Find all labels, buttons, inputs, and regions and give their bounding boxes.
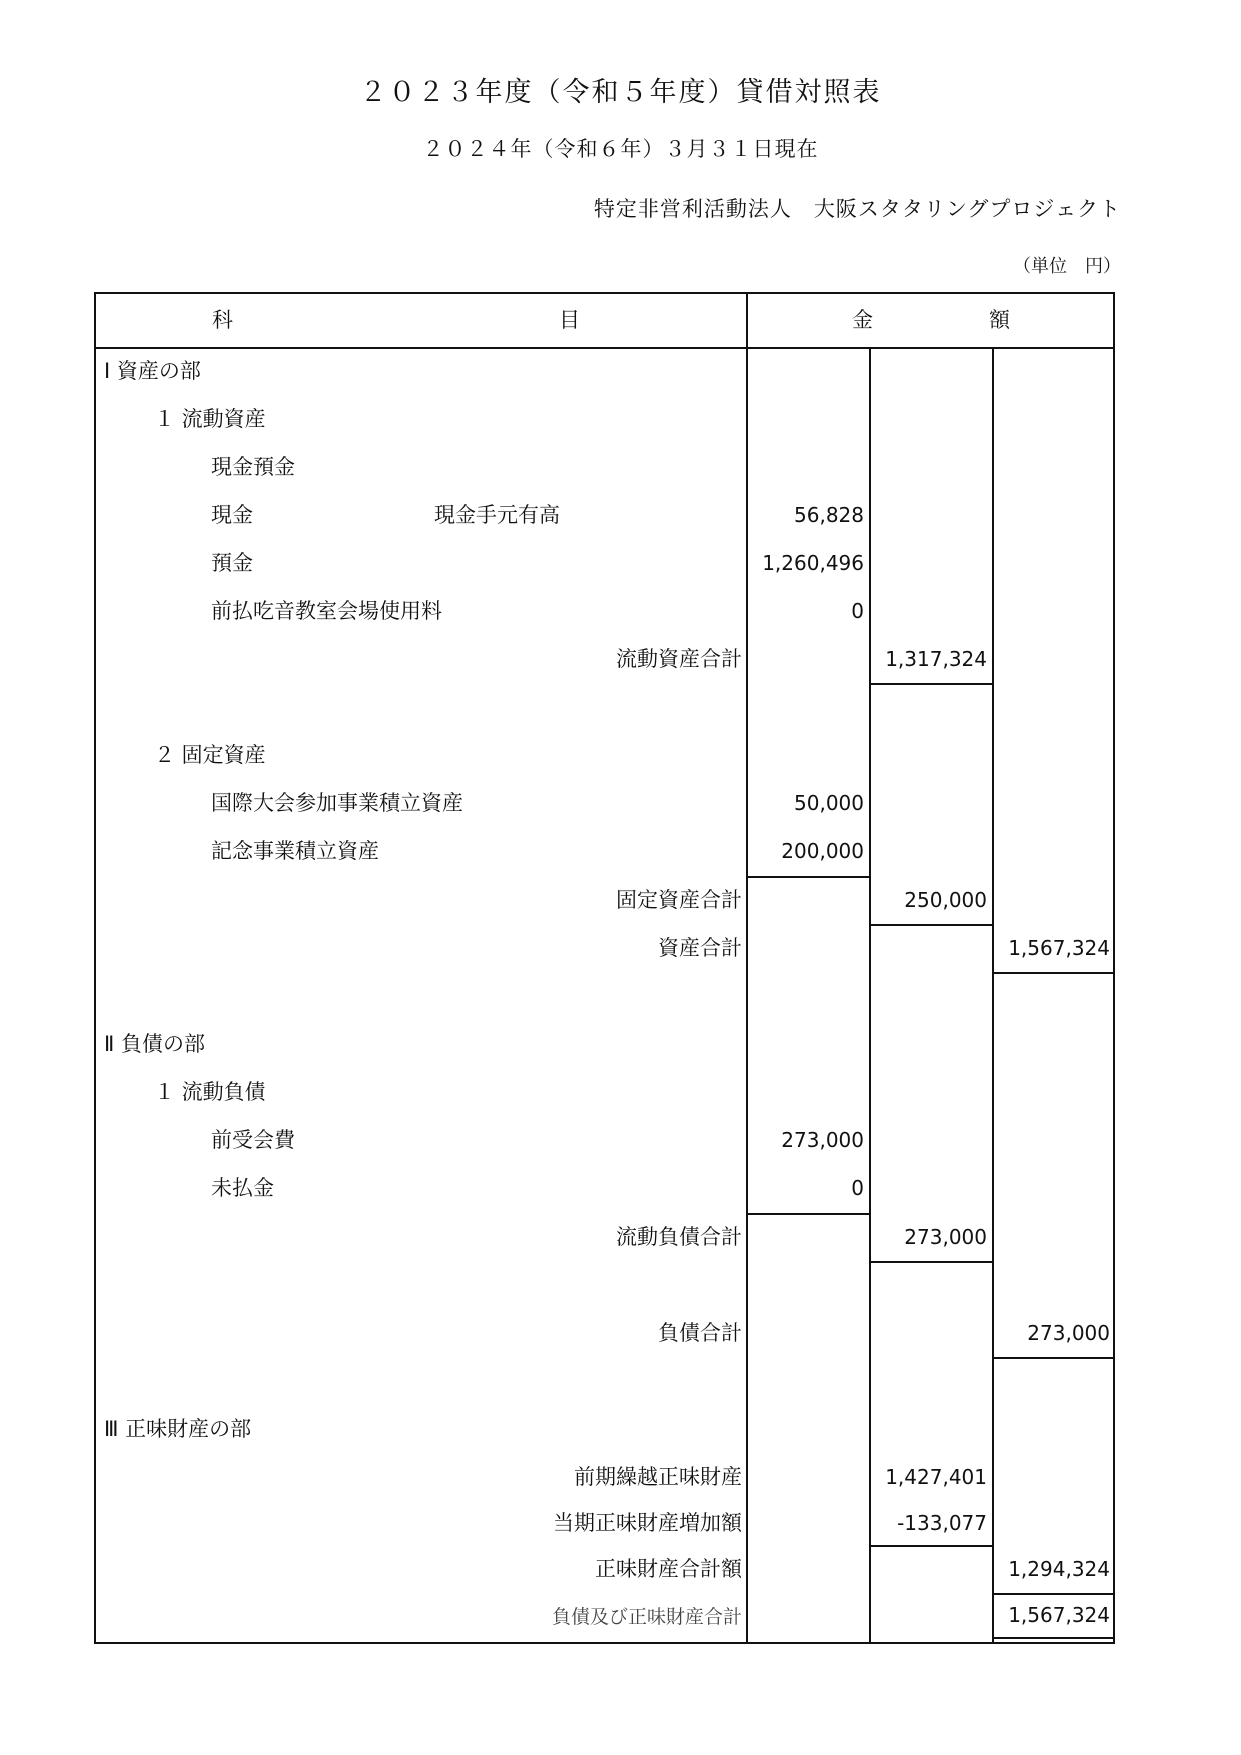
grand-total-amount: 1,567,324 [1008, 1603, 1110, 1627]
liabilities-total-label: 負債合計 [658, 1321, 742, 1345]
cash-deposits-label: 現金預金 [211, 455, 295, 479]
amount-column-divider-1 [869, 347, 871, 1644]
intl-reserve-label: 国際大会参加事業積立資産 [211, 791, 463, 815]
balance-sheet-table [94, 292, 1115, 1644]
net-assets-total-label: 正味財産合計額 [595, 1557, 742, 1581]
rule-liability-detail [746, 1213, 869, 1215]
cash-amount: 56,828 [794, 503, 864, 527]
intl-reserve-amount: 50,000 [794, 791, 864, 815]
organization-name: 特定非営利活動法人 大阪スタタリングプロジェクト [593, 197, 1121, 221]
grand-total-label: 負債及び正味財産合計 [551, 1606, 742, 1628]
rule-current-liabilities [869, 1261, 992, 1263]
header-subject-right: 目 [559, 308, 580, 332]
prepaid-amount: 0 [851, 599, 864, 623]
assets-total-label: 資産合計 [658, 936, 742, 960]
rule-liabilities-total [992, 1357, 1115, 1359]
rule-assets-total [992, 972, 1115, 974]
as-of-date: ２０２４年（令和６年）３月３１日現在 [422, 137, 819, 161]
fixed-assets-total-label: 固定資産合計 [616, 888, 742, 912]
net-assets-change-amount: -133,077 [897, 1511, 987, 1535]
current-liabilities-total-amount: 273,000 [904, 1225, 987, 1249]
memorial-reserve-label: 記念事業積立資産 [211, 839, 379, 863]
subject-amount-divider [746, 292, 748, 1644]
current-assets-total-label: 流動資産合計 [616, 647, 742, 671]
cash-note: 現金手元有高 [434, 503, 560, 527]
net-assets-section-heading: Ⅲ 正味財産の部 [104, 1417, 252, 1441]
amount-column-divider-2 [992, 347, 994, 1644]
advance-fees-label: 前受会費 [211, 1128, 295, 1152]
unit-label: （単位 円） [1013, 256, 1121, 277]
document-title: ２０２３年度（令和５年度）貸借対照表 [359, 77, 882, 108]
net-assets-change-label: 当期正味財産増加額 [553, 1511, 742, 1535]
rule-current-assets [869, 683, 992, 685]
assets-section-heading: Ⅰ 資産の部 [104, 359, 201, 383]
current-liabilities-heading: １ 流動負債 [154, 1080, 266, 1104]
cash-label: 現金 [211, 503, 253, 527]
liabilities-total-amount: 273,000 [1027, 1321, 1110, 1345]
accounts-payable-amount: 0 [851, 1176, 864, 1200]
deposits-label: 預金 [211, 551, 253, 575]
deposits-amount: 1,260,496 [762, 551, 864, 575]
rule-fixed-detail [746, 876, 869, 878]
header-divider [94, 347, 1115, 349]
liabilities-section-heading: Ⅱ 負債の部 [104, 1032, 206, 1056]
current-assets-heading: １ 流動資産 [154, 407, 266, 431]
advance-fees-amount: 273,000 [781, 1128, 864, 1152]
current-assets-total-amount: 1,317,324 [885, 647, 987, 671]
prior-net-assets-label: 前期繰越正味財産 [574, 1465, 742, 1489]
memorial-reserve-amount: 200,000 [781, 839, 864, 863]
prior-net-assets-amount: 1,427,401 [885, 1465, 987, 1489]
current-liabilities-total-label: 流動負債合計 [616, 1225, 742, 1249]
fixed-assets-heading: ２ 固定資産 [154, 743, 266, 767]
assets-total-amount: 1,567,324 [1008, 936, 1110, 960]
accounts-payable-label: 未払金 [211, 1176, 274, 1200]
fixed-assets-total-amount: 250,000 [904, 888, 987, 912]
header-subject-left: 科 [212, 308, 233, 332]
prepaid-label: 前払吃音教室会場使用料 [211, 599, 442, 623]
rule-fixed-assets [869, 924, 992, 926]
net-assets-total-amount: 1,294,324 [1008, 1557, 1110, 1581]
header-amount-left: 金 [852, 308, 873, 332]
header-amount-right: 額 [989, 308, 1010, 332]
